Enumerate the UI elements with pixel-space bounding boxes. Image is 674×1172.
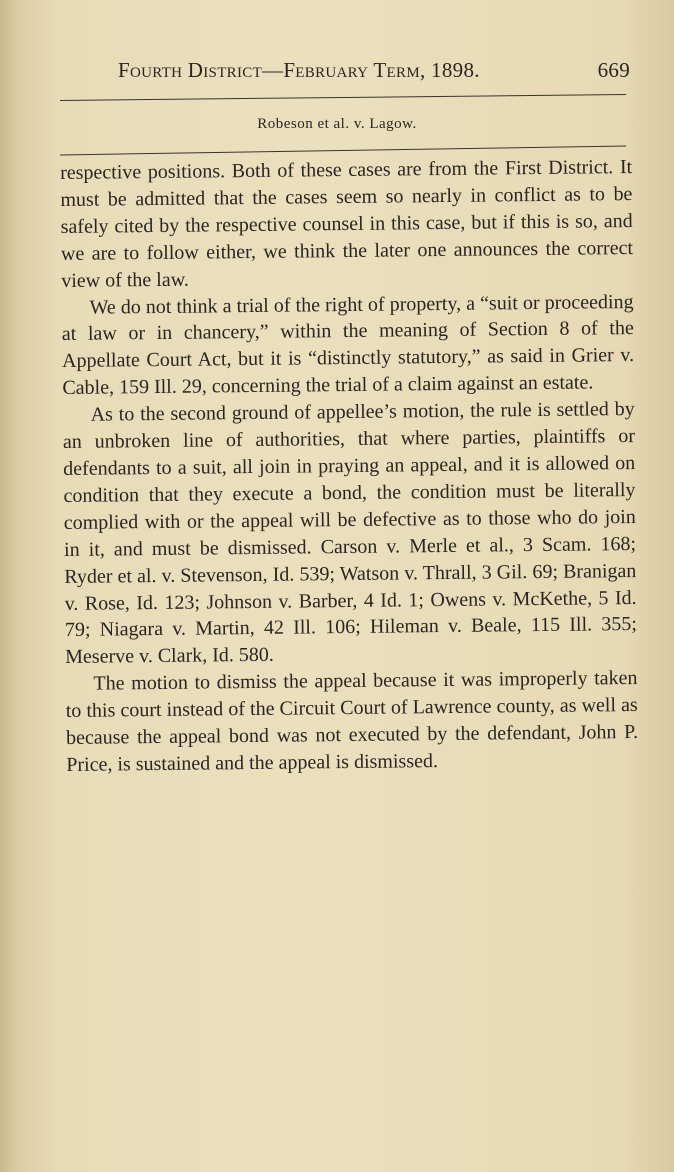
paragraph: We do not think a trial of the right of property, a “suit or proceeding at law or in chancery,” within the meaning of Section 8 of the Appellate Court Act, but it is “distinctly statutory,” as said in Grier v. Cable, 159 Ill. 29, concerning the trial of a claim against an estate. bbox=[61, 290, 635, 400]
body-text bbox=[60, 154, 638, 779]
header-title: Fourth District—February Term, 1898. bbox=[118, 58, 480, 82]
paragraph: The motion to dismiss the appeal because it was improperly taken to this court instead of the Circuit Court of Lawrence county, as well as because the appeal bond was not executed by the defendant, John P. Price, is sustained and the appeal is dismissed. bbox=[65, 667, 639, 776]
header-rule bbox=[60, 94, 626, 101]
paragraph: As to the second ground of appellee’s motion, the rule is settled by an unbroken line of authorities, that where parties, plaintiffs or defendants to a suit, all join in praying an appeal, and it is allowed on condition that they execute a bond, the condition must be literally complied with or the appeal will be defective as to those who do join in it, and must be dismissed. Carson v. Merle et al., 3 Scam. 168; Ryder et al. v. Stevenson, Id. 539; Watson v. Thrall, 3 Gil. 69; Branigan v. Rose, Id. 123; Johnson v. Barber, 4 Id. 1; Owens v. McKethe, 5 Id. 79; Niagara v. Martin, 42 Ill. 106; Hileman v. Beale, 115 Ill. 355; Meserve v. Clark, Id. 580. bbox=[62, 398, 638, 669]
page-number: 669 bbox=[597, 58, 630, 82]
page-header bbox=[118, 58, 630, 83]
running-title: Robeson et al. v. Lagow. bbox=[257, 116, 417, 132]
paragraph-continued: respective positions. Both of these cases are from the First District. It must be admitted that the cases seem so nearly in conflict as to be safely cited by the respective counsel in this case, but if this is so, and we are to follow either, we think the later one announces the correct view of the law. bbox=[60, 156, 634, 292]
